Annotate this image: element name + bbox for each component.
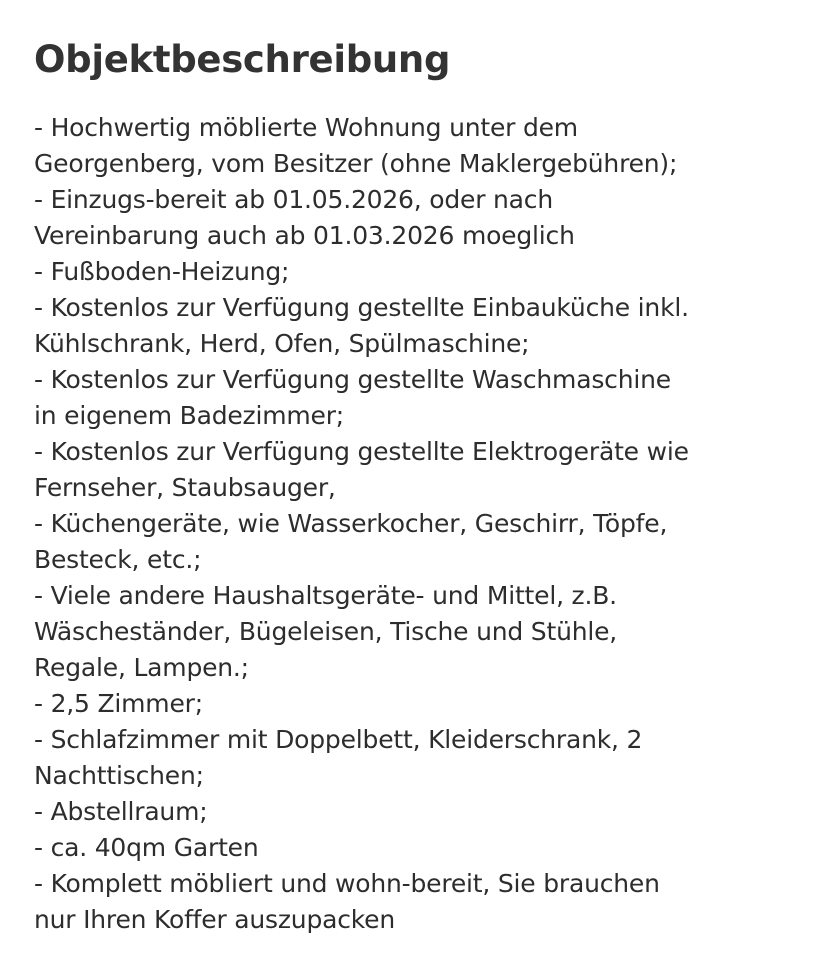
description-line: in eigenem Badezimmer; <box>34 401 345 430</box>
description-line: Kühlschrank, Herd, Ofen, Spülmaschine; <box>34 329 530 358</box>
description-line: - Komplett möbliert und wohn-bereit, Sie brauchen <box>34 869 660 898</box>
section-title: Objektbeschreibung <box>34 38 451 81</box>
description-line: Vereinbarung auch ab 01.03.2026 moeglich <box>34 221 575 250</box>
description-line: nur Ihren Koffer auszupacken <box>34 905 395 934</box>
description-line: - Küchengeräte, wie Wasserkocher, Geschirr, Töpfe, <box>34 509 668 538</box>
description-line: - Kostenlos zur Verfügung gestellte Waschmaschine <box>34 365 671 394</box>
description-line: - Abstellraum; <box>34 797 208 826</box>
description-line: - Kostenlos zur Verfügung gestellte Elektrogeräte wie <box>34 437 689 466</box>
description-line: Regale, Lampen.; <box>34 653 249 682</box>
description-line: - Fußboden-Heizung; <box>34 257 290 286</box>
description-line: Nachttischen; <box>34 761 204 790</box>
description-line: - ca. 40qm Garten <box>34 833 259 862</box>
description-line: Besteck, etc.; <box>34 545 202 574</box>
description-line: - Hochwertig möblierte Wohnung unter dem <box>34 113 578 142</box>
description-line: - Einzugs-bereit ab 01.05.2026, oder nach <box>34 185 553 214</box>
description-line: Wäscheständer, Bügeleisen, Tische und Stühle, <box>34 617 618 646</box>
description-line: - Viele andere Haushaltsgeräte- und Mittel, z.B. <box>34 581 617 610</box>
description-line: Georgenberg, vom Besitzer (ohne Maklergebühren); <box>34 149 678 178</box>
description-line: - 2,5 Zimmer; <box>34 689 203 718</box>
description-line: Fernseher, Staubsauger, <box>34 473 336 502</box>
description-line: - Kostenlos zur Verfügung gestellte Einbauküche inkl. <box>34 293 689 322</box>
description-line: - Schlafzimmer mit Doppelbett, Kleiderschrank, 2 <box>34 725 643 754</box>
description-text <box>34 110 780 938</box>
